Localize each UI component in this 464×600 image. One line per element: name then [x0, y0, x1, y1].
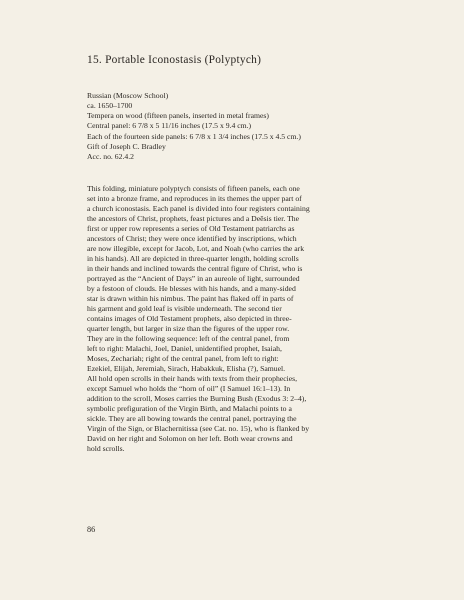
description-paragraph [87, 184, 427, 454]
paragraph-line: in their hands and inclined towards the central figure of Christ, who is [87, 264, 303, 273]
meta-line: Russian (Moscow School) [87, 91, 169, 100]
paragraph-line: quarter length, but larger in size than the figures of the upper row. [87, 324, 290, 333]
paragraph-line: This folding, miniature polyptych consists of fifteen panels, each one [87, 184, 300, 193]
paragraph-line: the ancestors of Christ, prophets, feast pictures and a Deēsis tier. The [87, 214, 300, 223]
paragraph-line: in his hands). All are depicted in three-quarter length, holding scrolls [87, 254, 299, 263]
meta-line: Central panel: 6 7/8 x 5 11/16 inches (17.5 x 9.4 cm.) [87, 121, 252, 131]
paragraph-line: portrayed as the “Ancient of Days” in an aureole of light, surrounded [87, 274, 300, 283]
paragraph-line: set into a bronze frame, and reproduces in its themes the upper part of [87, 194, 302, 203]
paragraph-line: are now illegible, except for Jacob, Lot, and Noah (who carries the ark [87, 244, 305, 253]
paragraph-line: Ezekiel, Elijah, Jeremiah, Sirach, Habakkuk, Elisha (?), Samuel. [87, 364, 286, 373]
paragraph-line: except Samuel who holds the “horn of oil” (I Samuel 16:1–13). In [87, 384, 291, 393]
meta-line: ca. 1650–1700 [87, 101, 133, 111]
entry-title: 15. Portable Iconostasis (Polyptych) [87, 54, 262, 66]
page-number: 86 [87, 525, 96, 534]
paragraph-line: David on her right and Solomon on her left. Both wear crowns and [87, 434, 293, 443]
paragraph-line: contains images of Old Testament prophets, also depicted in three- [87, 314, 292, 323]
paragraph-line: All hold open scrolls in their hands with texts from their prophecies, [87, 374, 298, 383]
paragraph-line: his garment and gold leaf is visible underneath. The second tier [87, 304, 282, 313]
paragraph-line: by a festoon of clouds. He blesses with his hands, and a many-sided [87, 284, 296, 293]
meta-line: Tempera on wood (fifteen panels, inserted in metal frames) [87, 111, 269, 121]
meta-line: Acc. no. 62.4.2 [87, 151, 134, 161]
paragraph-line: addition to the scroll, Moses carries the Burning Bush (Exodus 3: 2–4), [87, 394, 307, 403]
meta-line: Gift of Joseph C. Bradley [87, 141, 166, 151]
paragraph-line: first or upper row represents a series of Old Testament patriarchs as [87, 224, 295, 233]
paragraph-line: star is drawn within his nimbus. The paint has flaked off in parts of [87, 294, 294, 303]
paragraph-line: left to right: Malachi, Joel, Daniel, unidentified prophet, Isaiah, [87, 344, 282, 353]
paragraph-line: hold scrolls. [87, 444, 125, 453]
paragraph-line: ancestors of Christ; they were once identified by inscriptions, which [87, 234, 297, 243]
catalog-metadata [87, 91, 427, 162]
paragraph-line: sickle. They are all bowing towards the central panel, portraying the [87, 414, 297, 423]
paragraph-line: symbolic prefiguration of the Virgin Birth, and Malachi points to a [87, 404, 292, 413]
paragraph-line: They are in the following sequence: left of the central panel, from [87, 334, 290, 343]
paragraph-line: a church iconostasis. Each panel is divided into four registers containing [87, 204, 310, 213]
meta-line: Each of the fourteen side panels: 6 7/8 x 1 3/4 inches (17.5 x 4.5 cm.) [87, 131, 301, 141]
paragraph-line: Virgin of the Sign, or Blachernitissa (see Cat. no. 15), who is flanked by [87, 424, 310, 433]
paragraph-line: Moses, Zechariah; right of the central panel, from left to right: [87, 354, 279, 363]
